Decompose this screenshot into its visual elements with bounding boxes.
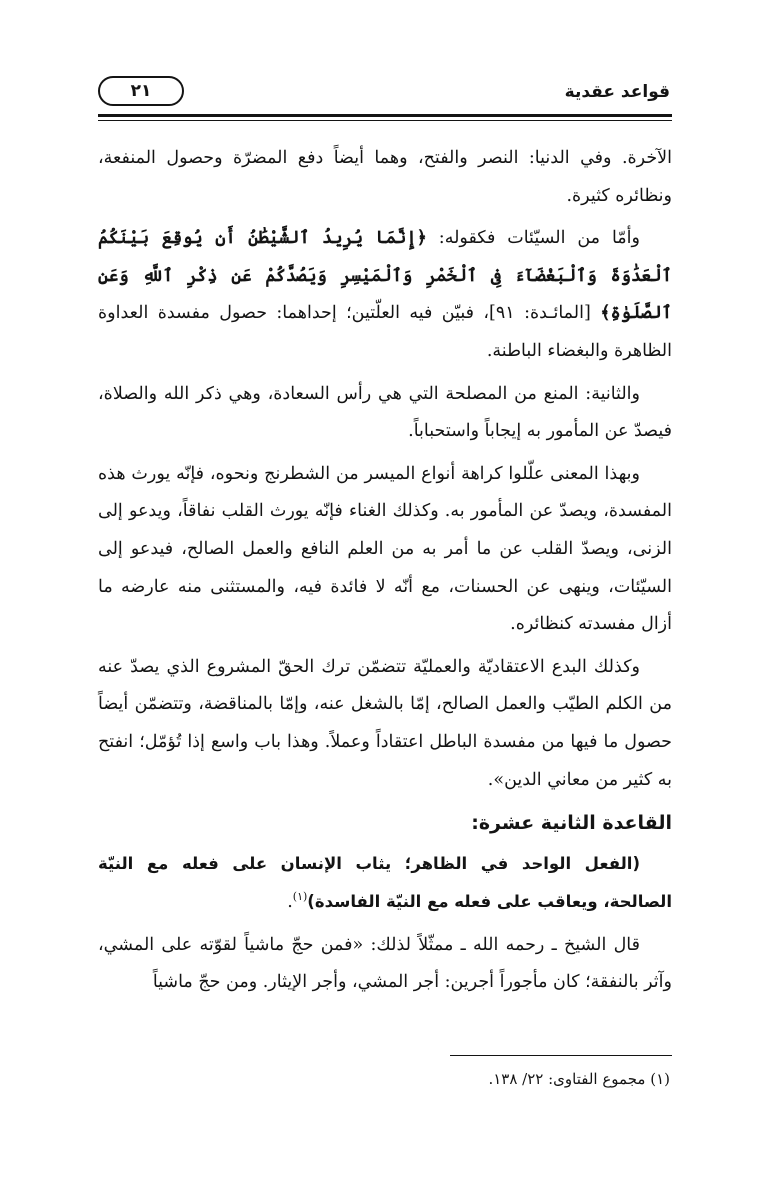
paragraph-5: وكذلك البدع الاعتقاديّة والعمليّة تتضمّن ترك الحقّ المشروع الذي يصدّ عنه من الكلم الطيّب والعمل الصالح، إمّا بالشغل عنه، وإمّا بالمناقضة، وتتضمّن أيضاً حصول ما فيها من مفسدة الباطل اعتقاداً وعملاً. وهذا باب واسع إذا تُؤمّل؛ انفتح به كثير من معاني الدين».	[98, 656, 672, 790]
running-header: قواعد عقدية	[564, 82, 670, 102]
paragraph-4: وبهذا المعنى علّلوا كراهة أنواع الميسر من الشطرنج ونحوه، فإنّه يورث هذه المفسدة، ويصدّ عن المأمور به. وكذلك الغناء فإنّه يورث القلب نفاقاً، ويدعو إلى الزنى، ويصدّ القلب عن ما أمر به من العلم النافع والعمل الصالح، فيدعو إلى السيّئات، وينهى عن الحسنات، مع أنّه لا فائدة فيه، والمستثنى منه عارضه ما أزال مفسدته كنظائره.	[98, 463, 672, 635]
footnote-separator	[450, 1055, 672, 1056]
rule-statement	[98, 845, 672, 922]
section-heading: القاعدة الثانية عشرة:	[471, 812, 672, 835]
paragraph-6: قال الشيخ ـ رحمه الله ـ ممثّلاً لذلك: «فمن حجّ ماشياً لقوّته على المشي، وآثر بالنفقة؛ كان مأجوراً أجرين: أجر المشي، وأجر الإيثار. ومن حجّ ماشياً	[98, 934, 672, 993]
footnote: (١) مجموع الفتاوى: ٢٢/ ١٣٨.	[488, 1070, 670, 1088]
rule-period: .	[287, 892, 293, 913]
paragraph-2	[98, 220, 672, 370]
paragraph-3: والثانية: المنع من المصلحة التي هي رأس السعادة، وهي ذكر الله والصلاة، فيصدّ عن المأمور به إيجاباً واستحباباً.	[98, 383, 672, 442]
footnote-ref: (١)	[292, 890, 308, 904]
paragraph-1: الآخرة. وفي الدنيا: النصر والفتح، وهما أيضاً دفع المضرّة وحصول المنفعة، ونظائره كثيرة.	[98, 148, 672, 206]
paragraph-2-lead: وأمّا من السيّئات فكقوله:	[426, 228, 640, 249]
rule-text: (الفعل الواحد في الظاهر؛ يثاب الإنسان على فعله مع النيّة الصالحة، ويعاقب على فعله مع النيّة الفاسدة)	[98, 853, 672, 912]
quran-verse: ﴿إِنَّمَا يُرِيدُ ٱلشَّيْطَٰنُ أَن يُوقِعَ بَيْنَكُمُ ٱلْعَدَٰوَةَ وَٱلْبَغْضَآءَ فِى ٱلْخَمْرِ وَٱلْمَيْسِرِ وَيَصُدَّكُمْ عَن ذِكْرِ ٱللَّهِ وَعَنِ ٱلصَّلَوٰةِ﴾	[98, 228, 672, 324]
header-rule-thick	[98, 114, 672, 117]
body-text	[98, 140, 672, 1007]
paragraph-2-tail: [المائـدة: ٩١]، فبيّن فيه العلّتين؛ إحداهما: حصول مفسدة العداوة الظاهرة والبغضاء الباطنة.	[98, 303, 672, 361]
header-rule-thin	[98, 120, 672, 121]
page-number: ٢١	[98, 76, 184, 106]
